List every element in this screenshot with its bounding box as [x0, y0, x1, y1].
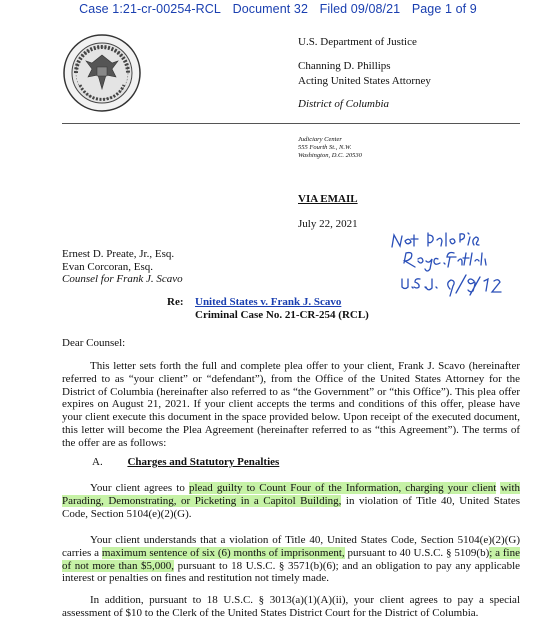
address-line-2: 555 Fourth St., N.W. — [298, 144, 352, 151]
filed-date: Filed 09/08/21 — [319, 2, 401, 16]
department-block — [298, 35, 431, 112]
section-title: Charges and Statutory Penalties — [127, 456, 280, 468]
case-caption: United States v. Frank J. Scavo — [195, 296, 342, 308]
paragraph-special-assessment: In addition, pursuant to 18 U.S.C. § 3013(a)(1)(A)(ii), your client agrees to pay a special assessment of $10 to the Clerk of the United States District Court for the District of Columbia. — [62, 594, 520, 619]
text-run: pursuant to 40 U.S.C. § 5109(b) — [344, 546, 490, 559]
page-indicator: Page 1 of 9 — [411, 2, 477, 16]
highlight-charge: with Parading, Demonstrating, or Picketing in a Capitol Building, — [62, 482, 520, 507]
address-line-3: Washington, D.C. 20530 — [298, 152, 362, 159]
text-run: Your client agrees to — [90, 482, 189, 494]
criminal-case-number: Criminal Case No. 21-CR-254 (RCL) — [195, 309, 369, 321]
handwritten-annotation — [388, 229, 523, 302]
header-divider — [62, 123, 520, 124]
recipient-block — [62, 248, 183, 286]
document-number: Document 32 — [232, 2, 309, 16]
doj-seal-icon — [62, 33, 142, 113]
highlight-fine: ; a fine of not more than $5,000, — [62, 546, 520, 572]
paragraph-plea-offer: This letter sets forth the full and complete plea offer to your client, Frank J. Scavo (hereinafter referred to as “your client” or “defendant”), from the Office of the United States Attorney for the District of Columbia (hereinafter also referred to as “the Government” or “this Office”). This plea offer expires on August 21, 2021. If your client accepts the terms and conditions of this offer, please have your client execute this document in the space provided below. Upon receipt of the executed document, this letter will become the Plea Agreement (hereinafter referred to as “this Agreement”). The terms of the offer are as follows: — [62, 360, 520, 449]
paragraph-penalties — [62, 534, 520, 585]
text-run: in violation of Title 40, United States Code, Section 5104(e)(2)(G). — [62, 494, 520, 520]
text-run: Your client understands that a violation of Title 40, United States Code, Section 5104(e)(2)(G) carries a — [62, 534, 520, 559]
section-a-heading — [92, 456, 279, 468]
recipient-line-1: Ernest D. Preate, Jr., Esq. — [62, 248, 175, 260]
official-name: Channing D. Phillips — [298, 60, 391, 72]
section-letter: A. — [92, 456, 103, 468]
address-line-1: Judiciary Center — [298, 136, 342, 143]
department-name: U.S. Department of Justice — [298, 36, 417, 48]
letter-date: July 22, 2021 — [298, 218, 358, 230]
highlight-max-sentence: maximum sentence of six (6) months of imprisonment, — [101, 546, 345, 559]
text-run: pursuant to 18 U.S.C. § 3571(b)(6); and an obligation to pay any applicable interest or penalties on fines and restitution not timely made. — [62, 559, 521, 585]
salutation: Dear Counsel: — [62, 337, 126, 349]
paragraph-guilty-plea — [62, 482, 520, 520]
highlight-count-four: plead guilty to Count Four of the Information, charging your client — [188, 482, 497, 494]
district-name: District of Columbia — [298, 98, 390, 110]
filing-header — [0, 2, 556, 16]
re-subject — [195, 296, 369, 322]
via-email-heading: VIA EMAIL — [298, 193, 358, 205]
re-label: Re: — [167, 296, 184, 308]
recipient-line-2: Evan Corcoran, Esq. — [62, 260, 154, 273]
recipient-line-3: Counsel for Frank J. Scavo — [62, 273, 183, 285]
official-title: Acting United States Attorney — [298, 75, 431, 87]
office-address — [298, 136, 362, 160]
case-number: Case 1:21-cr-00254-RCL — [79, 2, 221, 16]
